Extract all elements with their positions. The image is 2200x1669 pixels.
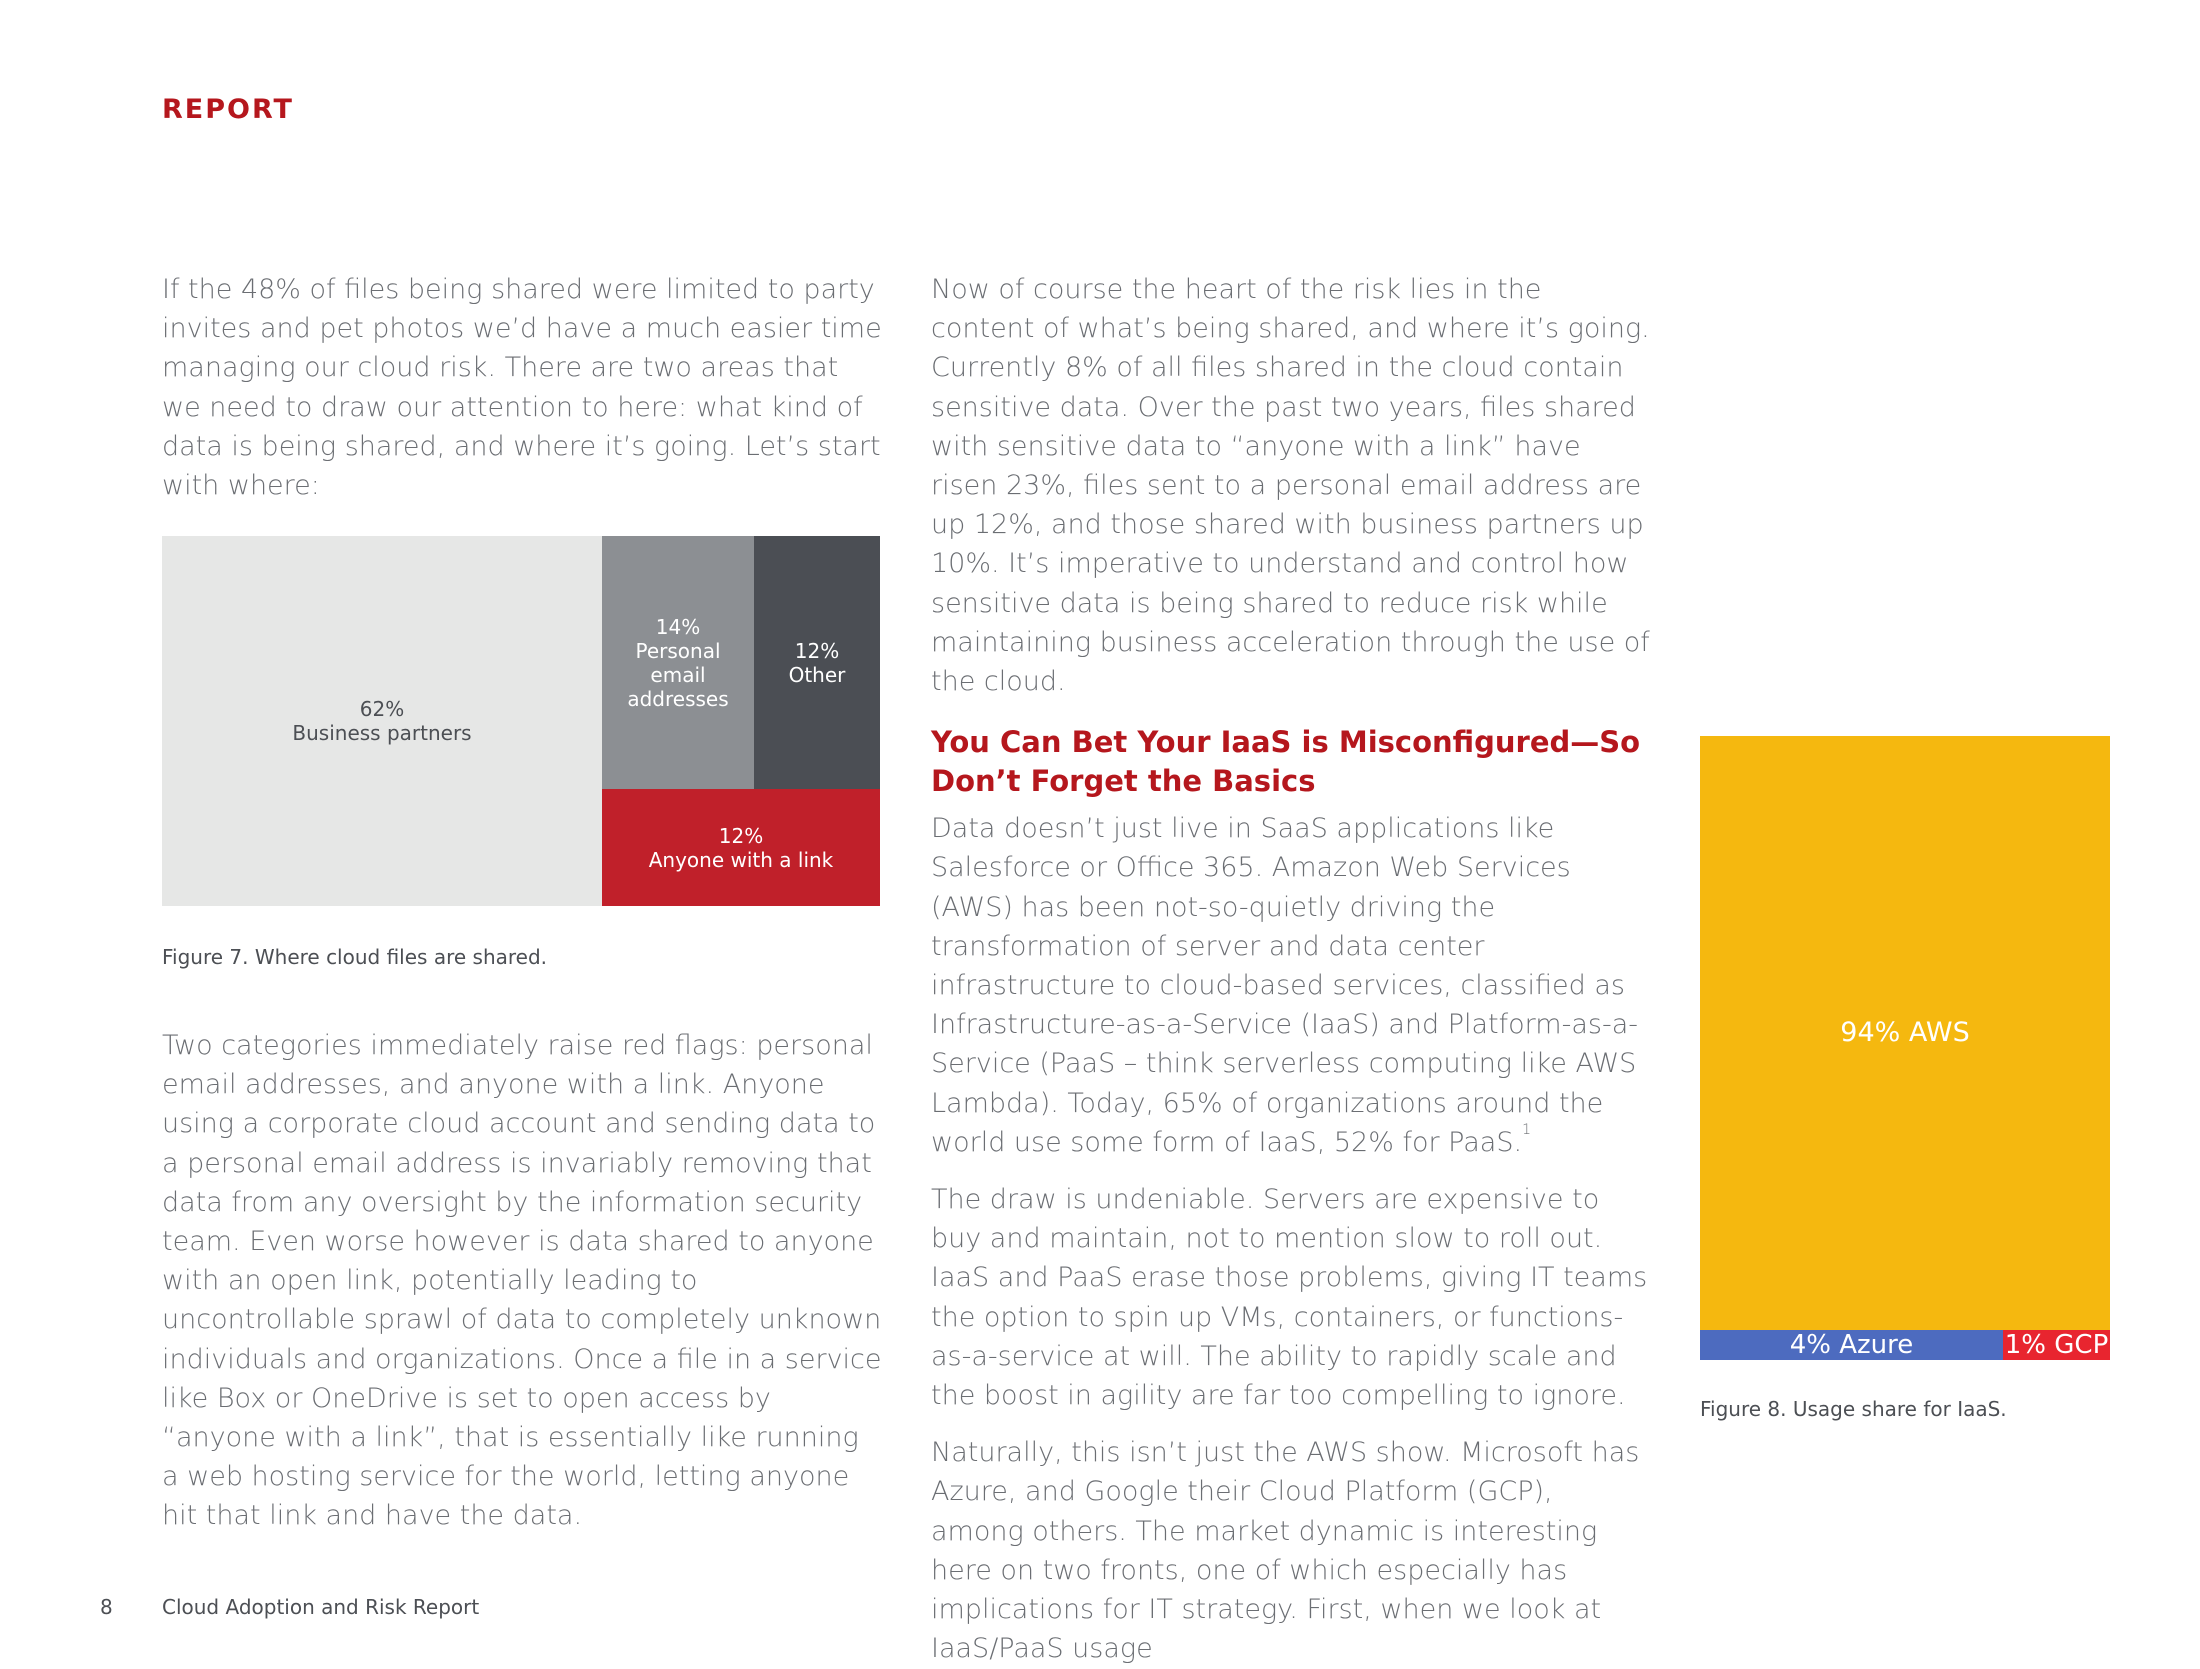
aws-block (1700, 736, 2110, 1330)
azure-block (1700, 1330, 2003, 1360)
report-label: REPORT (162, 94, 294, 125)
draw-paragraph: The draw is undeniable. Servers are expensive to buy and maintain, not to mention slow to roll out. IaaS and PaaS erase those problems, giving IT teams the option to spin up VMs, containers, or functions-as-a-service at will. The ability to rapidly scale and the boost in agility are far too compelling to ignore. (931, 1184, 1648, 1412)
other-label: Other (788, 662, 846, 687)
intro-paragraph: If the 48% of files being shared were limited to party invites and pet photos we’d have a much easier time managing our cloud risk. There are two areas that we need to draw our attention to here: what kind of data is being shared, and where it’s going. Let’s start with where: (162, 274, 882, 502)
gcp-block (2003, 1330, 2110, 1360)
page-number: 8 (100, 1595, 113, 1619)
footer-title: Cloud Adoption and Risk Report (162, 1595, 480, 1619)
treemap-cell-other (754, 536, 880, 789)
figure8-chart (1700, 736, 2110, 1360)
section-heading: You Can Bet Your IaaS is Misconfigured—So Don’t Forget the Basics (931, 725, 1641, 799)
anyone-with-link-label: Anyone with a link (648, 847, 834, 872)
personal-email-pct: 14% (655, 614, 701, 639)
treemap-cell-personal-email (602, 536, 754, 789)
azure-label: 4% Azure (1789, 1330, 1914, 1360)
figure8-caption: Figure 8. Usage share for IaaS. (1700, 1397, 2007, 1421)
other-pct: 12% (794, 638, 840, 663)
personal-email-label: Personal email addresses (627, 638, 729, 711)
analysis-paragraph: Two categories immediately raise red flags: personal email addresses, and anyone with a link. Anyone using a corporate cloud account and sending data to a personal email address is invariably removing that data from any oversight by the information security team. Even worse however is data shared to anyone with an open link, potentially leading to uncontrollable sprawl of data to completely unknown individuals and organizations. Once a file in a service like Box or OneDrive is set to open access by “anyone with a link”, that is essentially like running a web hosting service for the world, letting anyone hit that link and have the data. (162, 1030, 882, 1532)
right-column (931, 270, 1651, 1669)
footnote-marker: 1 (1522, 1121, 1531, 1138)
iaas-paragraph-text: Data doesn’t just live in SaaS applications like Salesforce or Office 365. Amazon Web Services (AWS) has been not-so-quietly driving the transformation of server and data center infrastructure to cloud-based services, classified as Infrastructure-as-a-Service (IaaS) and Platform-as-a-Service (PaaS – think serverless computing like AWS Lambda). Today, 65% of organizations around the world use some form of IaaS, 52% for PaaS. (931, 813, 1638, 1158)
left-column-intro (162, 270, 882, 505)
left-column-analysis (162, 1026, 882, 1536)
gcp-label: 1% GCP (2004, 1330, 2109, 1360)
figure7-treemap (162, 536, 880, 906)
iaas-paragraph (931, 809, 1651, 1162)
business-partners-label: Business partners (292, 721, 472, 745)
treemap-cell-business-partners (162, 536, 602, 906)
market-paragraph: Naturally, this isn’t just the AWS show. Microsoft has Azure, and Google their Cloud Platform (GCP), among others. The market dynamic is interesting here on two fronts, one of which especially has implications for IT strategy. First, when we look at IaaS/PaaS usage (931, 1437, 1640, 1665)
aws-label: 94% AWS (1840, 1017, 1970, 1048)
risk-paragraph: Now of course the heart of the risk lies in the content of what’s being shared, and where it’s going. Currently 8% of all files shared in the cloud contain sensitive data. Over the past two years, files shared with sensitive data to “anyone with a link” have risen 23%, files sent to a personal email address are up 12%, and those shared with business partners up 10%. It’s imperative to understand and control how sensitive data is being shared to reduce risk while maintaining business acceleration through the use of the cloud. (931, 274, 1650, 698)
anyone-with-link-pct: 12% (718, 823, 764, 848)
figure7-caption: Figure 7. Where cloud files are shared. (162, 945, 548, 969)
treemap-cell-anyone-with-link (602, 789, 880, 906)
business-partners-pct: 62% (359, 697, 405, 721)
